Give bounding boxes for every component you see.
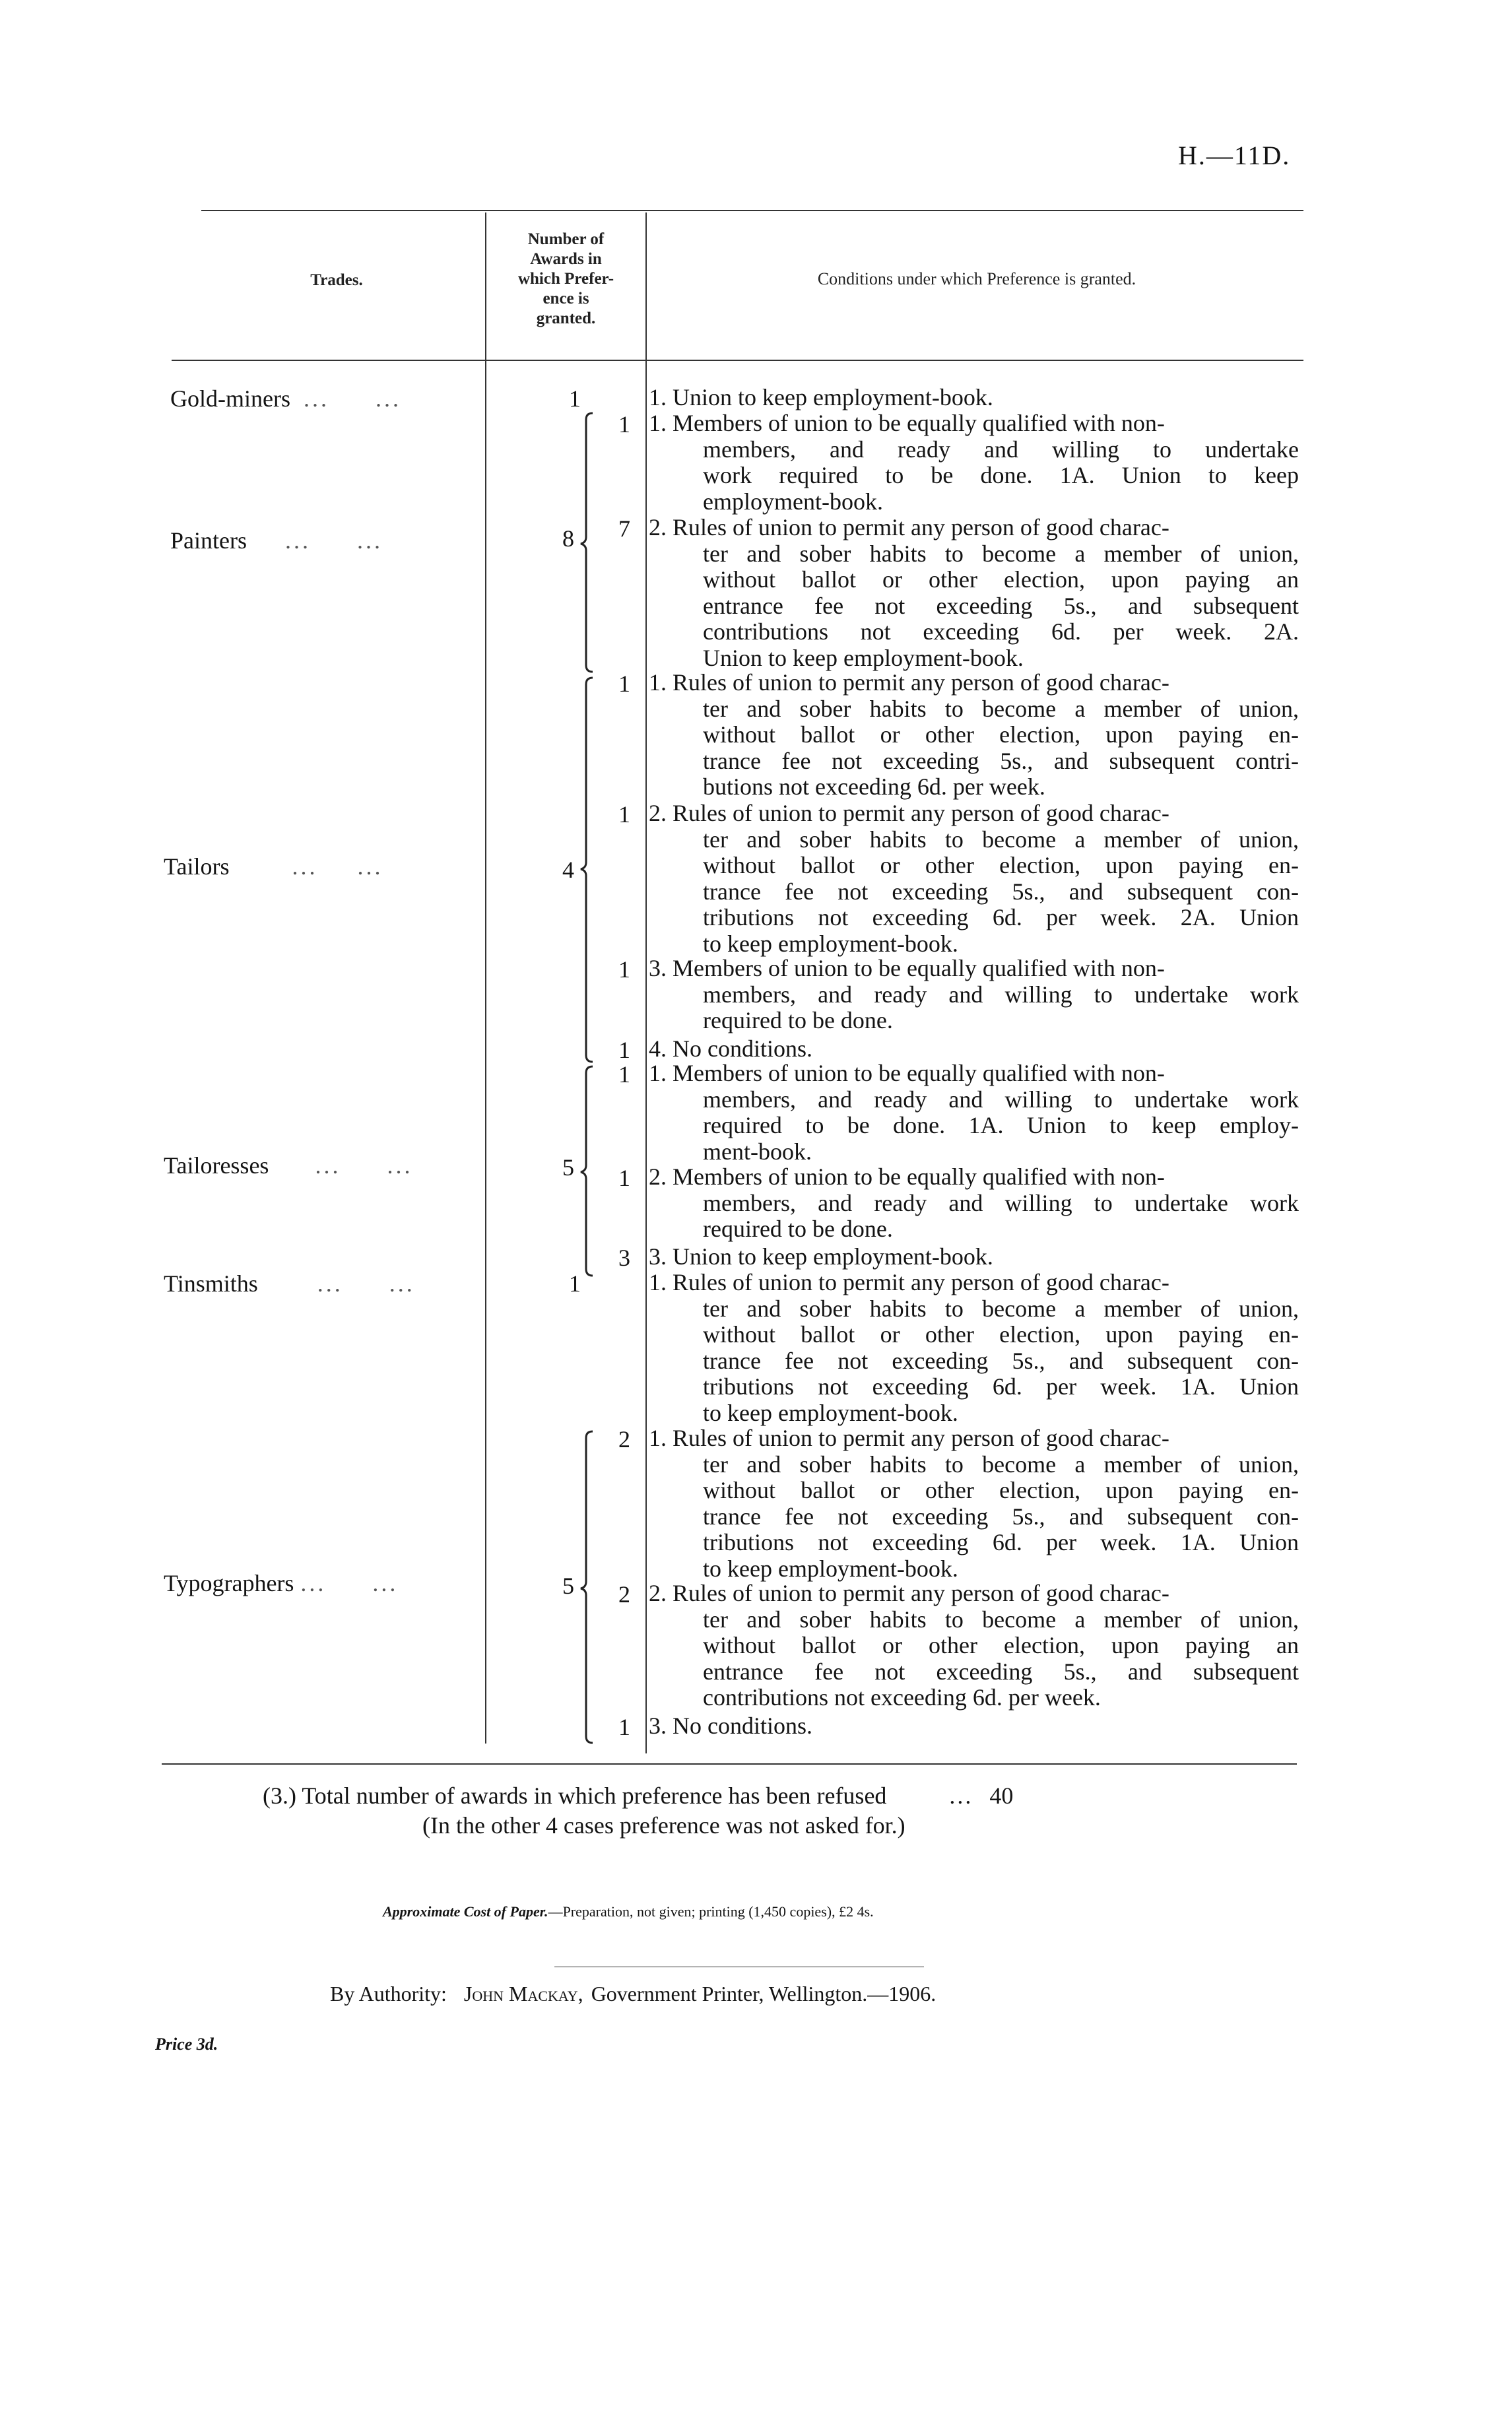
condition-tailors-1: 1. Rules of union to permit any person of good charac- ter and sober habits to become a member of union, without ballot or other election, upon paying en- trance fee not exceeding 5s., and subsequent contri- butions not exceeding 6d. per week. — [649, 669, 1299, 800]
condition-painters-2: 2. Rules of union to permit any person of good charac- ter and sober habits to become a member of union, without ballot or other election, upon paying an entrance fee not exceeding 5s., and subsequent contributions not exceeding 6d. per week. 2A. Union to keep employment-book. — [649, 514, 1299, 671]
table-header-rule — [172, 360, 1303, 361]
brace-typographers — [573, 1429, 599, 1746]
trade-gold-miners: Gold-miners ... ... — [170, 385, 401, 412]
count-tailors-1: 1 — [618, 670, 630, 697]
condition-painters-1: 1. Members of union to be equally qualified with non- members, and ready and willing to undertake work required to be done. 1A. Union to keep employment-book. — [649, 410, 1299, 515]
summary-not-asked: (In the other 4 cases preference was not asked for.) — [422, 1812, 905, 1839]
count-painters-1: 1 — [618, 411, 630, 438]
brace-tailors — [573, 675, 599, 1064]
condition-tailoresses-1: 1. Members of union to be equally qualified with non- members, and ready and willing to undertake work required to be done. 1A. Union to keep employ- ment-book. — [649, 1060, 1299, 1165]
total-tailors: 4 — [562, 857, 574, 883]
column-divider-2 — [645, 212, 647, 1753]
header-conditions: Conditions under which Preference is granted. — [817, 269, 1136, 288]
condition-typographers-2: 2. Rules of union to permit any person of good charac- ter and sober habits to become a member of union, without ballot or other election, upon paying an entrance fee not exceeding 5s., and subsequent contributions not exceeding 6d. per week. — [649, 1580, 1299, 1711]
count-typographers-2: 2 — [618, 1581, 630, 1608]
condition-tailoresses-2: 2. Members of union to be equally qualified with non- members, and ready and willing to undertake work required to be done. — [649, 1163, 1299, 1242]
condition-typographers-1: 1. Rules of union to permit any person of good charac- ter and sober habits to become a member of union, without ballot or other election, upon paying en- trance fee not exceeding 5s., and subsequent con- tributions not exceeding 6d. per week. 1A. Union to keep employment-book. — [649, 1425, 1299, 1582]
header-trades: Trades. — [310, 271, 363, 289]
page-reference: H.—11D. — [1178, 141, 1291, 170]
total-gold-miners: 1 — [569, 385, 581, 412]
condition-tailors-4: 4. No conditions. — [649, 1035, 812, 1062]
condition-tailors-2: 2. Rules of union to permit any person of good charac- ter and sober habits to become a member of union, without ballot or other election, upon paying en- trance fee not exceeding 5s., and subsequent con- tributions not exceeding 6d. per week. 2A. Union to keep employment-book. — [649, 800, 1299, 957]
condition-tailors-3: 3. Members of union to be equally qualified with non- members, and ready and willing to undertake work required to be done. — [649, 955, 1299, 1033]
trade-tailors: Tailors ... ... — [164, 853, 383, 880]
column-divider-1 — [485, 212, 486, 1744]
count-tailors-3: 1 — [618, 956, 630, 983]
brace-tailoresses — [573, 1064, 599, 1278]
condition-tailoresses-3: 3. Union to keep employment-book. — [649, 1243, 993, 1270]
count-tailors-4: 1 — [618, 1037, 630, 1063]
total-tailoresses: 5 — [562, 1154, 574, 1181]
table-top-rule — [201, 210, 1303, 211]
count-tailoresses-2: 1 — [618, 1165, 630, 1191]
condition-gold-miners-1: 1. Union to keep employment-book. — [649, 384, 993, 410]
count-tailoresses-3: 3 — [618, 1245, 630, 1271]
trade-painters: Painters ... ... — [170, 527, 383, 554]
count-tailors-2: 1 — [618, 801, 630, 828]
count-tailoresses-1: 1 — [618, 1061, 630, 1088]
header-awards: Number of Awards in which Prefer- ence is granted. — [517, 230, 614, 327]
count-typographers-1: 2 — [618, 1426, 630, 1453]
total-painters: 8 — [562, 525, 574, 552]
trade-tailoresses: Tailoresses ... ... — [164, 1152, 413, 1179]
count-painters-2: 7 — [618, 515, 630, 542]
cost-note: Approximate Cost of Paper.—Preparation, not given; printing (1,450 copies), £2 4s. — [383, 1903, 874, 1920]
price: Price 3d. — [155, 2035, 218, 2054]
summary-refused: (3.) Total number of awards in which preference has been refused ... 40 — [263, 1782, 1014, 1809]
total-tinsmiths: 1 — [569, 1270, 581, 1297]
count-typographers-3: 1 — [618, 1714, 630, 1740]
brace-painters — [573, 410, 599, 674]
table-bottom-rule — [162, 1763, 1297, 1765]
trade-tinsmiths: Tinsmiths ... ... — [164, 1270, 415, 1297]
imprint: By Authority: John Mackay, Government Printer, Wellington.—1906. — [330, 1982, 937, 2006]
total-typographers: 5 — [562, 1573, 574, 1599]
condition-tinsmiths-1: 1. Rules of union to permit any person of good charac- ter and sober habits to become a member of union, without ballot or other election, upon paying en- trance fee not exceeding 5s., and subsequent con- tributions not exceeding 6d. per week. 1A. Union to keep employment-book. — [649, 1269, 1299, 1426]
condition-typographers-3: 3. No conditions. — [649, 1713, 812, 1739]
trade-typographers: Typographers ... ... — [164, 1570, 399, 1596]
